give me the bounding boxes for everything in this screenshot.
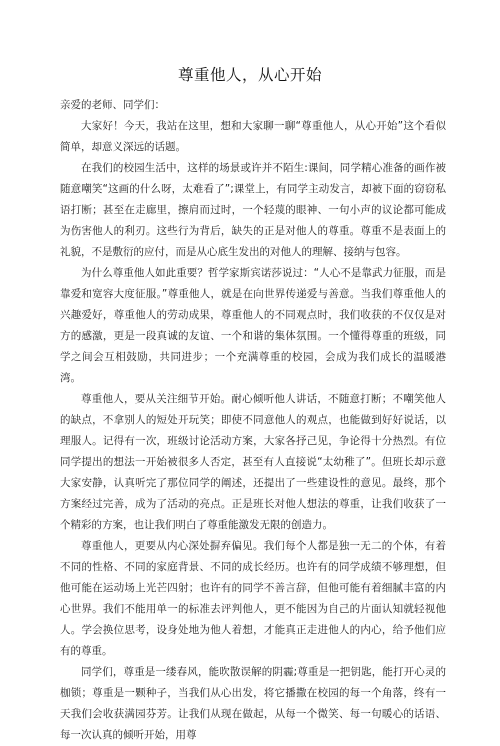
paragraph: 尊重他人，要从关注细节开始。耐心倾听他人讲话，不随意打断；不嘲笑他人的缺点，不拿别人的短处开玩笑；即使不同意他人的观点，也能做到好好说话，以理服人。记得有一次，班级讨论活动方案，大家各抒己见，争论得十分热烈。有位同学提出的想法一开始被很多人否定，甚至有人直接说“太幼稚了”。但班长却示意大家安静，认真听完了那位同学的阐述，还提出了一些建设性的意见。最终，那个方案经过完善，成为了活动的亮点。正是班长对他人想法的尊重，让我们收获了一个精彩的方案，也让我们明白了尊重能激发无限的创造力。 bbox=[60, 393, 446, 531]
document-title: 尊重他人，从心开始 bbox=[177, 66, 322, 84]
salutation: 亲爱的老师、同学们： bbox=[60, 99, 165, 111]
document-body bbox=[60, 95, 446, 746]
paragraph: 大家好！今天，我站在这里，想和大家聊一聊“尊重他人，从心开始”这个看似简单，却意义深远的话题。 bbox=[60, 120, 446, 153]
paragraph: 尊重他人，更要从内心深处摒弃偏见。我们每个人都是独一无二的个体，有着不同的性格、不同的家庭背景、不同的成长经历。也许有的同学成绩不够理想，但他可能在运动场上光芒四射；也许有的同学不善言辞，但他可能有着细腻丰富的内心世界。我们不能用单一的标准去评判他人，更不能因为自己的片面认知就轻视他人。学会换位思考，设身处地为他人着想，才能真正走进他人的内心，给予他们应有的尊重。 bbox=[60, 540, 446, 657]
paragraph: 同学们，尊重是一缕春风，能吹散误解的阴霾;尊重是一把钥匙，能打开心灵的枷锁；尊重是一颗种子，当我们从心出发，将它播撒在校园的每一个角落，终有一天我们会收获满园芬芳。让我们从现在做起，从每一个微笑、每一句暖心的话语、每一次认真的倾听开始，用尊 bbox=[60, 666, 446, 741]
paragraph: 在我们的校园生活中，这样的场景或许并不陌生:课间，同学精心准备的画作被随意嘲笑“这画的什么呀，太难看了”;课堂上，有同学主动发言，却被下面的窃窃私语打断；甚至在走廊里，擦肩而过时，一个轻蔑的眼神、一句小声的议论都可能成为伤害他人的利刃。这些行为背后，缺失的正是对他人的尊重。尊重不是表面上的礼貌，不是敷衍的应付，而是从心底生发出的对他人的理解、接纳与包容。 bbox=[60, 162, 446, 258]
paragraph: 为什么尊重他人如此重要？哲学家斯宾诺莎说过：“人心不是靠武力征服，而是靠爱和宽容大度征服。”尊重他人，就是在向世界传递爱与善意。当我们尊重他人的兴趣爱好，尊重他人的劳动成果，尊重他人的不同观点时，我们收获的不仅仅是对方的感激，更是一段真诚的友谊、一个和谐的集体氛围。一个懂得尊重的班级，同学之间会互相鼓励，共同进步；一个充满尊重的校园，会成为我们成长的温暖港湾。 bbox=[60, 267, 446, 384]
